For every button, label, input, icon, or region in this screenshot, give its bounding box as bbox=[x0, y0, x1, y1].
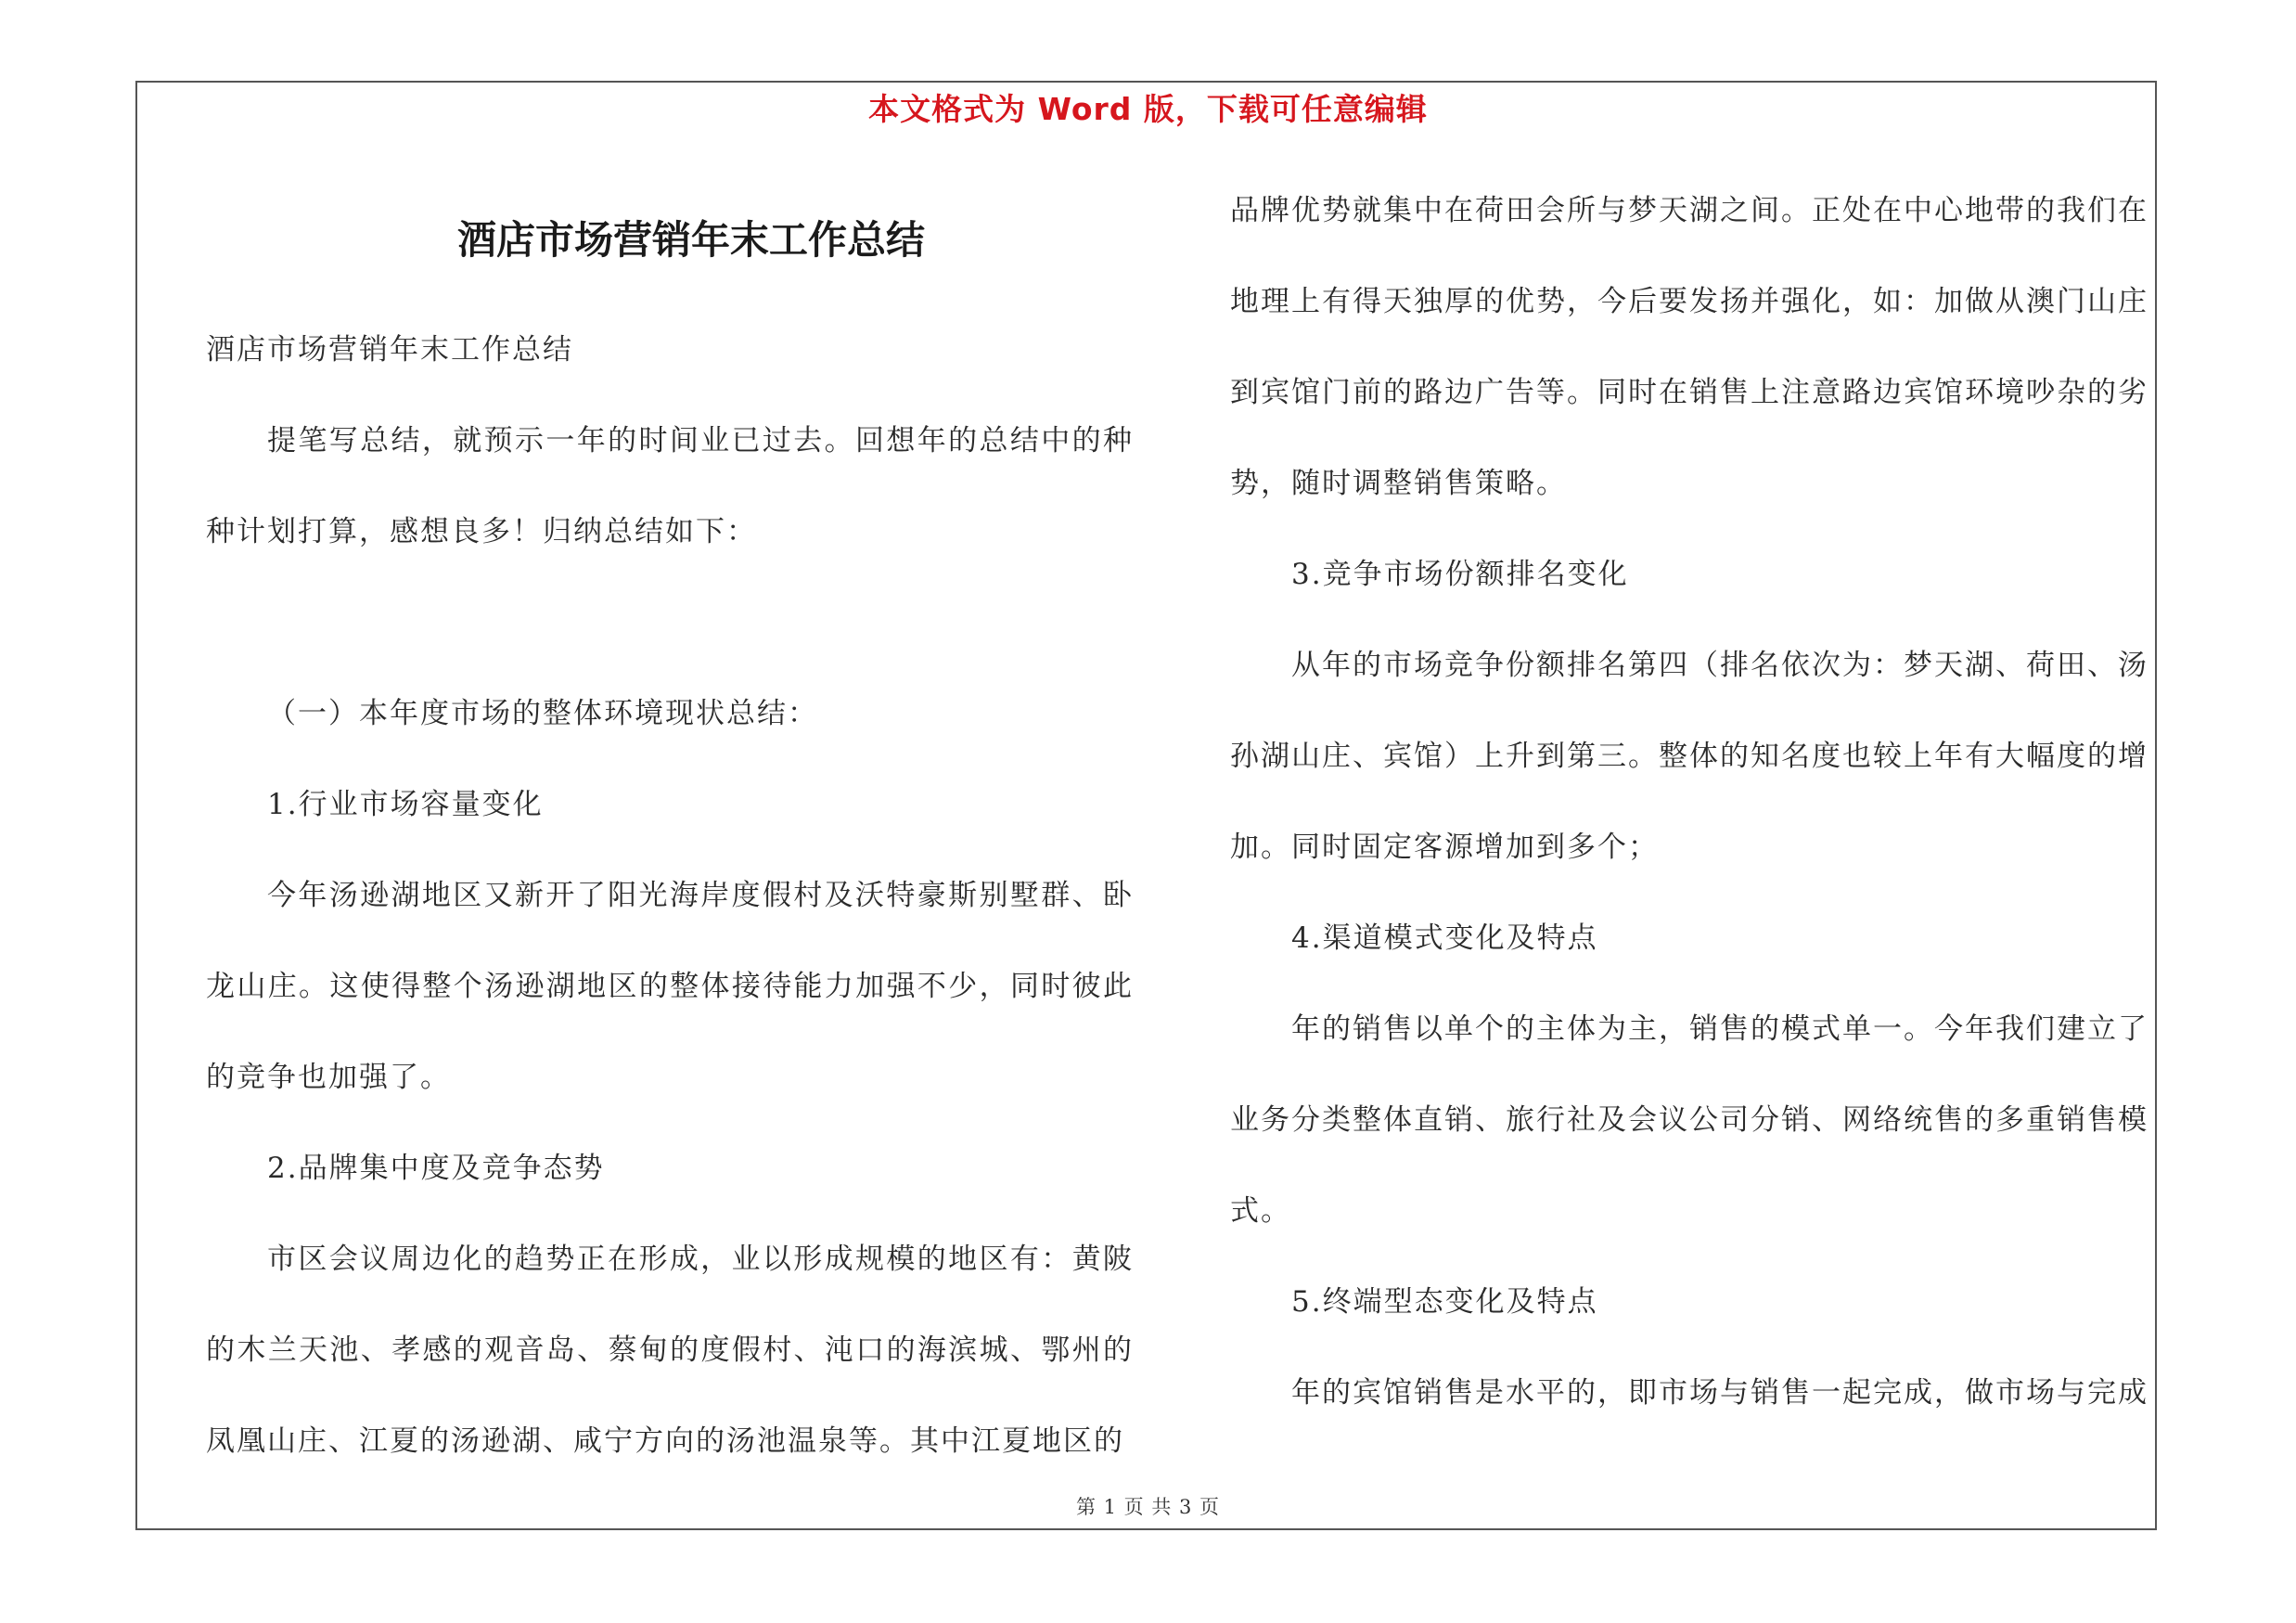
paragraph: 年的宾馆销售是水平的，即市场与销售一起完成，做市场与完成 bbox=[1291, 1376, 2148, 1410]
subsection-heading: 5.终端型态变化及特点 bbox=[1291, 1285, 1598, 1319]
left-column bbox=[206, 304, 1134, 1487]
blank-line bbox=[206, 577, 1134, 668]
document-title: 酒店市场营销年末工作总结 bbox=[456, 217, 925, 263]
subsection-heading: 2.品牌集中度及竞争态势 bbox=[267, 1152, 605, 1185]
paragraph: 从年的市场竞争份额排名第四（排名依次为：梦天湖、荷田、汤孙湖山庄、宾馆）上升到第三。整体的知名度也较上年有大幅度的增加。同时固定客源增加到多个； bbox=[1230, 649, 2148, 864]
paragraph: 市区会议周边化的趋势正在形成，业以形成规模的地区有：黄陂的木兰天池、孝感的观音岛、蔡甸的度假村、沌口的海滨城、鄂州的凤凰山庄、江夏的汤逊湖、咸宁方向的汤池温泉等。其中江夏地区的 bbox=[206, 1243, 1134, 1458]
format-notice-banner: 本文格式为 Word 版，下载可任意编辑 bbox=[868, 91, 1428, 127]
section-heading: （一）本年度市场的整体环境现状总结： bbox=[267, 697, 818, 730]
paragraph: 提笔写总结，就预示一年的时间业已过去。回想年的总结中的种种计划打算，感想良多！归纳总结如下： bbox=[206, 424, 1134, 548]
paragraph: 品牌优势就集中在荷田会所与梦天湖之间。正处在中心地带的我们在地理上有得天独厚的优势，今后要发扬并强化，如：加做从澳门山庄到宾馆门前的路边广告等。同时在销售上注意路边宾馆环境吵杂的劣势，随时调整销售策略。 bbox=[1230, 194, 2148, 500]
paragraph: 酒店市场营销年末工作总结 bbox=[206, 333, 573, 367]
subsection-heading: 4.渠道模式变化及特点 bbox=[1291, 921, 1598, 955]
paragraph: 年的销售以单个的主体为主，销售的模式单一。今年我们建立了业务分类整体直销、旅行社及会议公司分销、网络统售的多重销售模式。 bbox=[1230, 1012, 2148, 1228]
paragraph: 今年汤逊湖地区又新开了阳光海岸度假村及沃特豪斯别墅群、卧龙山庄。这使得整个汤逊湖地区的整体接待能力加强不少，同时彼此的竞争也加强了。 bbox=[206, 879, 1134, 1094]
subsection-heading: 1.行业市场容量变化 bbox=[267, 788, 544, 821]
subsection-heading: 3.竞争市场份额排名变化 bbox=[1291, 558, 1629, 591]
right-column bbox=[1230, 165, 2148, 1438]
page-number-footer: 第 1 页 共 3 页 bbox=[1075, 1496, 1221, 1518]
